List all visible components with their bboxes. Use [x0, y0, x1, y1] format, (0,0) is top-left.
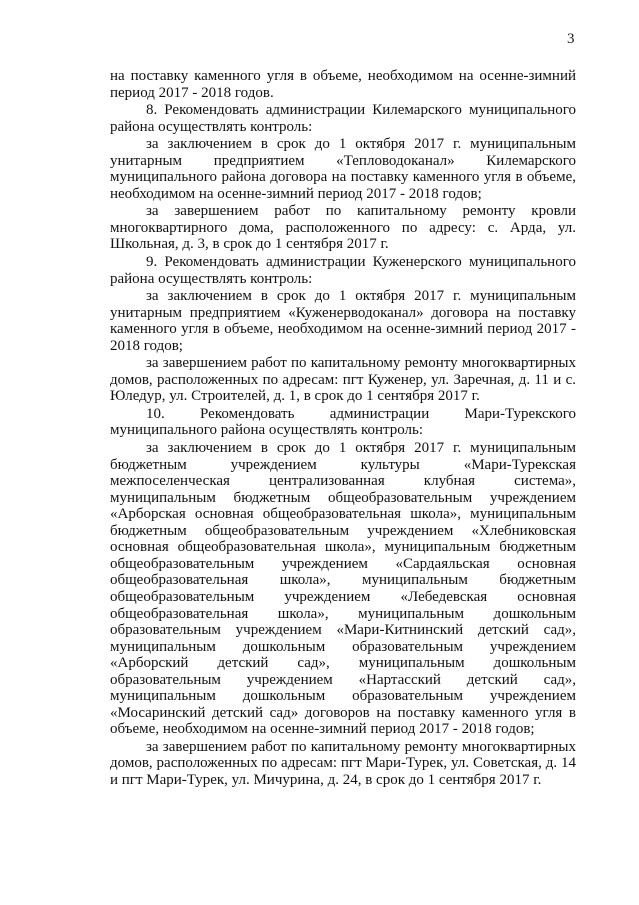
paragraph-item-9-coal-contract: за заключением в срок до 1 октября 2017 г. муниципальным унитарным предприятием «Куженерводоканал» договора на поставку каменного угля в объеме, необходимом на осенне-зимний период 2017 - 2018 годов; — [110, 288, 576, 354]
paragraph-item-8: 8. Рекомендовать администрации Килемарского муниципального района осуществлять контроль: — [110, 102, 576, 135]
paragraph-continuation-coal: на поставку каменного угля в объеме, необходимом на осенне-зимний период 2017 - 2018 годов. — [110, 68, 576, 101]
paragraph-item-8-coal-contract: за заключением в срок до 1 октября 2017 г. муниципальным унитарным предприятием «Тепловодоканал» Килемарского муниципального района договора на поставку каменного угля в объеме, необходимом на осенне-зимний период 2017 - 2018 годов; — [110, 136, 576, 202]
paragraph-item-8-roof-repair: за завершением работ по капитальному ремонту кровли многоквартирного дома, расположенного по адресу: с. Арда, ул. Школьная, д. 3, в срок до 1 сентября 2017 г. — [110, 203, 576, 253]
paragraph-item-9-house-repair: за завершением работ по капитальному ремонту многоквартирных домов, расположенных по адресам: пгт Куженер, ул. Заречная, д. 11 и с. Юледур, ул. Строителей, д. 1, в срок до 1 сентября 2017 г. — [110, 355, 576, 405]
paragraph-item-10: 10. Рекомендовать администрации Мари-Турекского муниципального района осуществлять контроль: — [110, 405, 576, 439]
paragraph-item-10-house-repair: за завершением работ по капитальному ремонту многоквартирных домов, расположенных по адресам: пгт Мари-Турек, ул. Советская, д. 14 и пгт Мари-Турек, ул. Мичурина, д. 24, в срок до 1 сентября 2017 г. — [110, 738, 576, 788]
paragraph-item-10-coal-contracts: за заключением в срок до 1 октября 2017 г. муниципальным бюджетным учреждением культуры «Мари-Турекская межпоселенческая централизованная клубная система», муниципальным бюджетным общеобразовательным учреждением «Арборская основная общеобразовательная школа», муниципальным бюджетным общеобразовательным учреждением «Хлебниковская основная общеобразовательная школа», муниципальным бюджетным общеобразовательным учреждением «Сардаяльская основная общеобразовательная школа», муниципальным бюджетным общеобразовательным учреждением «Лебедевская основная общеобразовательная школа», муниципальным дошкольным образовательным учреждением «Мари-Китнинский детский сад», муниципальным дошкольным образовательным учреждением «Арборский детский сад», муниципальным дошкольным образовательным учреждением «Нартасский детский сад», муниципальным дошкольным образовательным учреждением «Мосаринский детский сад» договоров на поставку каменного угля в объеме, необходимом на осенне-зимний период 2017 - 2018 годов; — [110, 440, 576, 738]
page-number: 3 — [567, 31, 575, 47]
paragraph-item-9: 9. Рекомендовать администрации Куженерского муниципального района осуществлять контроль: — [110, 254, 576, 287]
document-body — [110, 68, 576, 789]
